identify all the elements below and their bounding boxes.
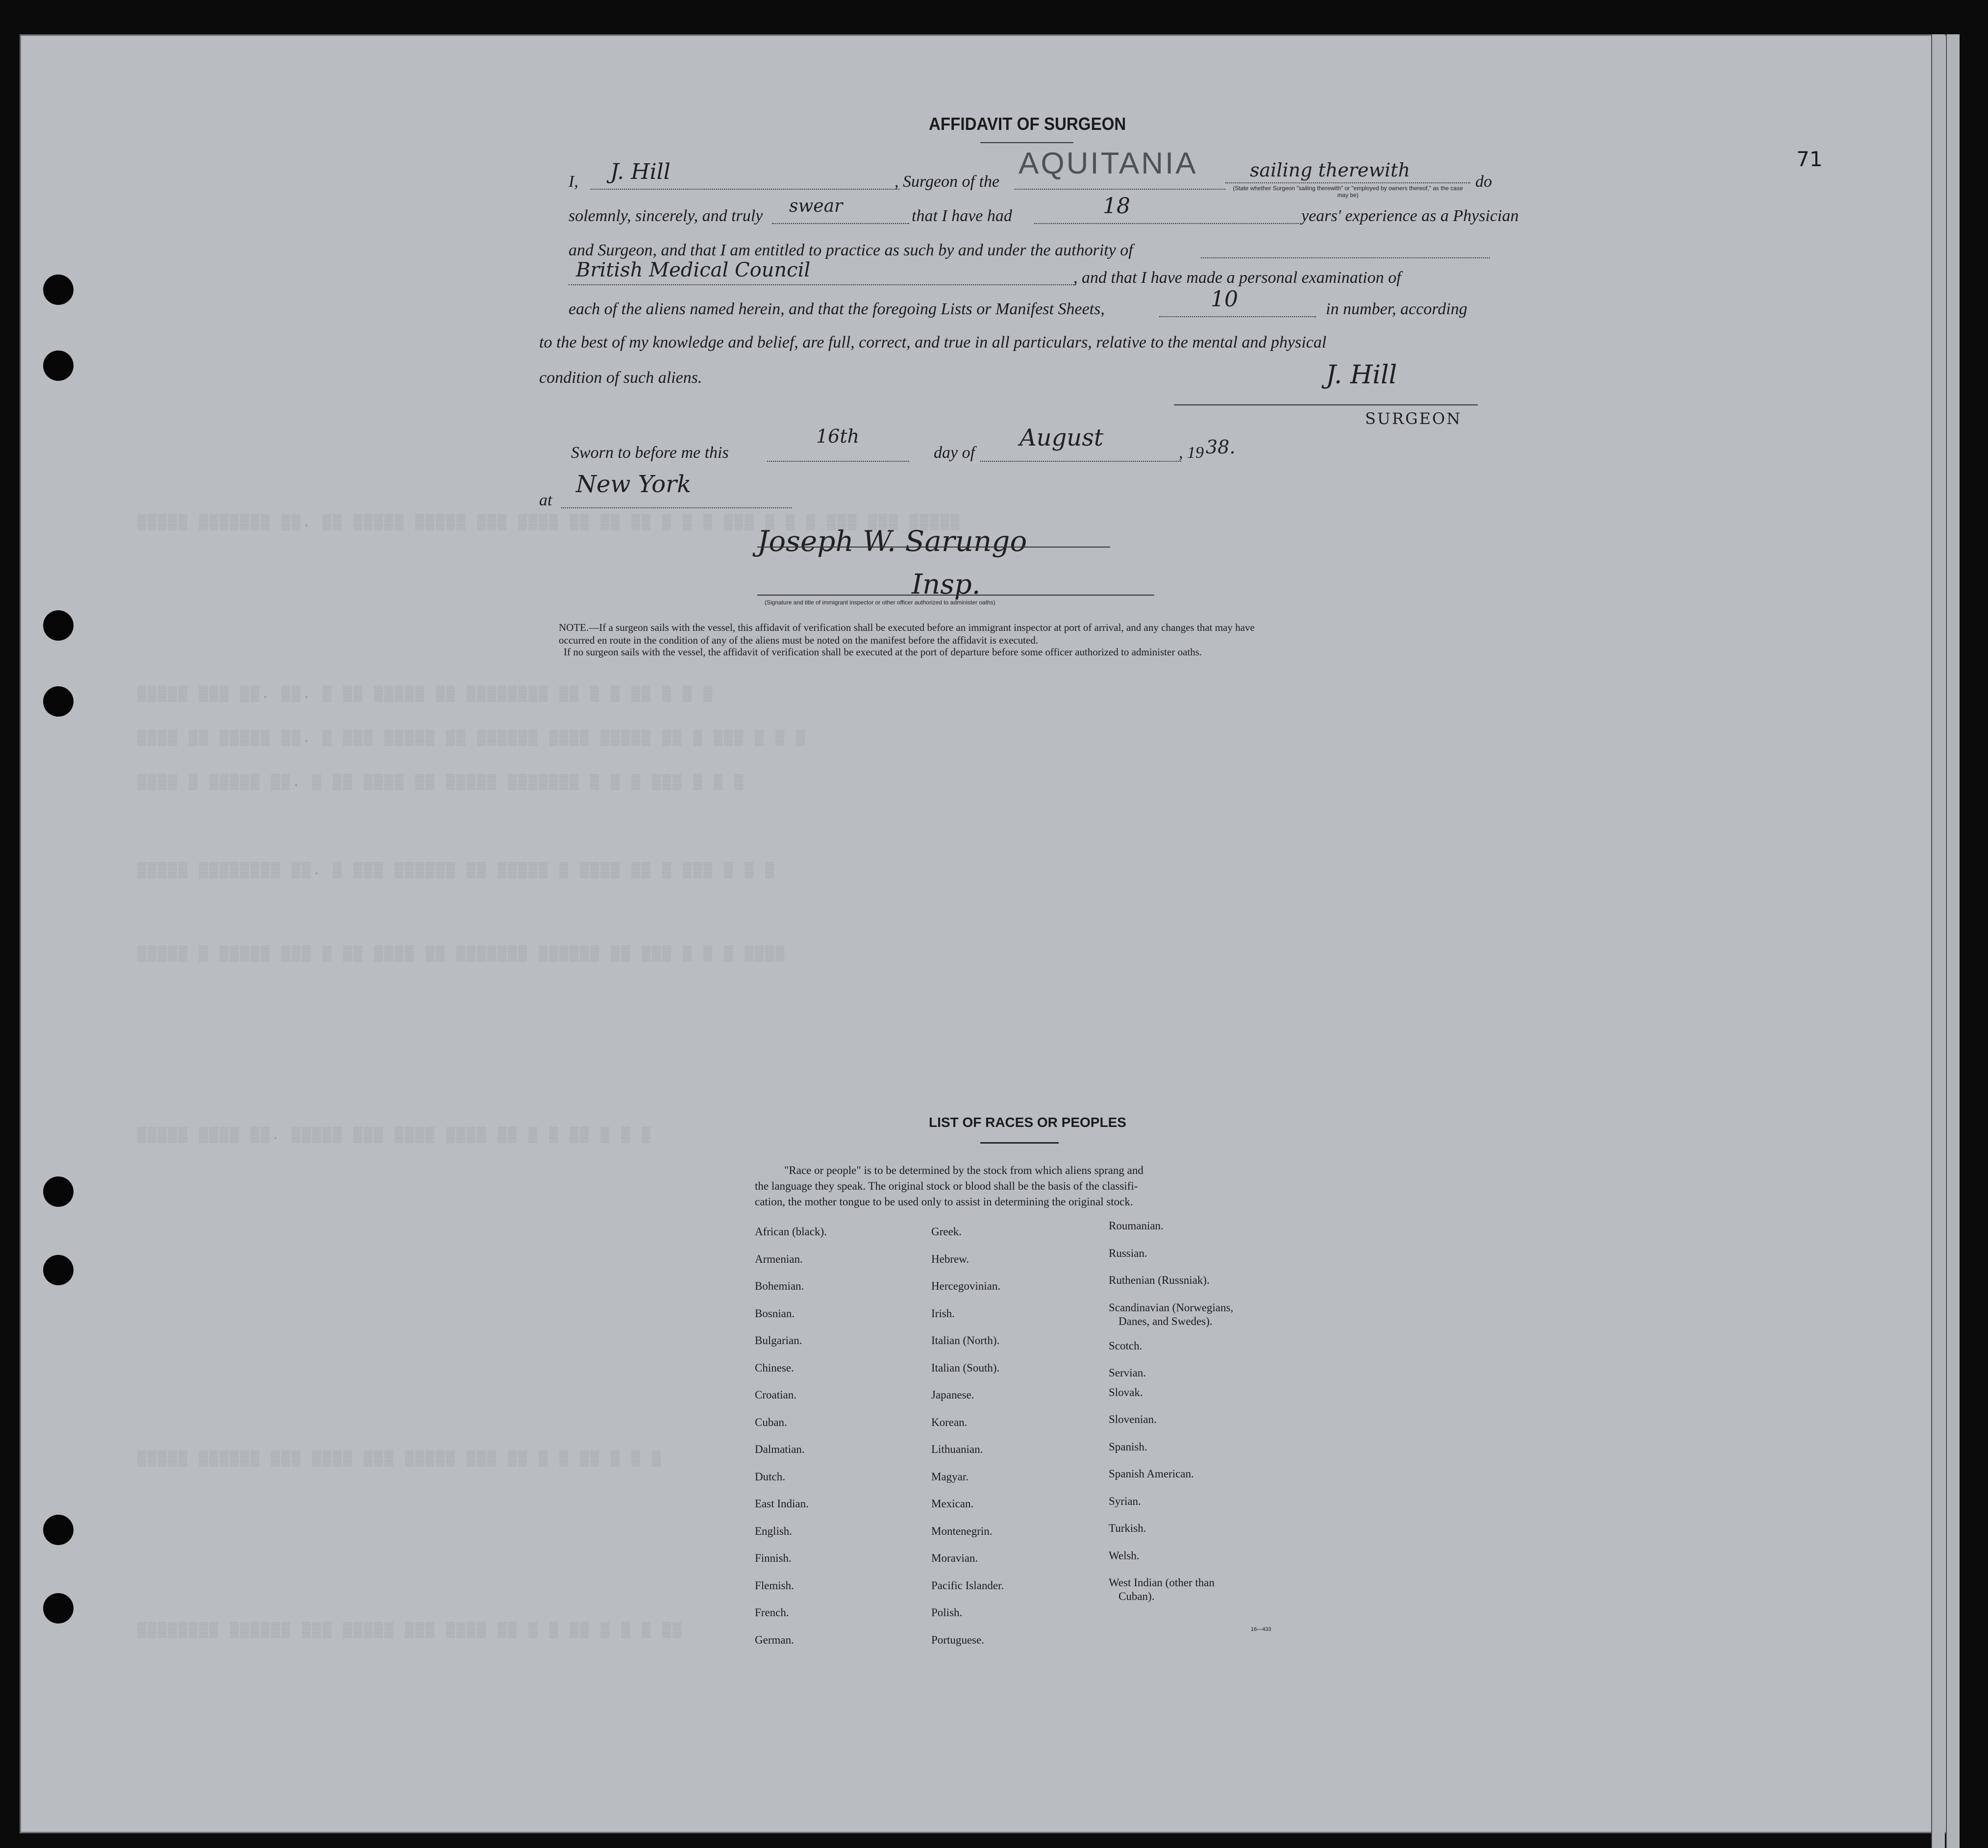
race-item: Polish. [931,1606,963,1619]
signature-rule [1174,404,1478,405]
affidavit-text: , 19 [1179,444,1204,462]
race-item: Roumanian. [1109,1220,1164,1232]
affidavit-text: , and that I have made a personal examination of [1073,269,1401,287]
fill-rule [1201,257,1490,258]
race-item: Spanish American. [1109,1468,1194,1480]
races-intro [755,1163,1343,1210]
stacked-page-edge [1946,34,1960,1848]
signature-rule [757,595,1154,596]
race-item: Dutch. [755,1470,785,1483]
stacked-page-edge [1931,34,1945,1848]
race-item: Magyar. [931,1470,969,1483]
signature-caption: (Signature and title of immigrant inspector or other officer authorized to administer oaths) [765,599,995,606]
sheets-count-handwritten: 10 [1211,287,1238,312]
race-item: Hebrew. [931,1252,969,1265]
fill-rule [1015,189,1225,190]
affidavit-text: years' experience as a Physician [1301,207,1519,225]
affidavit-text: day of [934,444,975,462]
races-intro-line: the language they speak. The original stock or blood shall be the basis of the classifi- [755,1180,1138,1192]
affidavit-text: and Surgeon, and that I am entitled to practice as such by and under the authority of [569,241,1133,259]
race-item: Turkish. [1109,1522,1146,1534]
affidavit-text: that I have had [912,207,1012,225]
race-item: Cuban. [755,1416,787,1428]
punch-hole [43,1255,74,1285]
races-column-1 [755,1225,827,1661]
race-item: Korean. [931,1416,968,1428]
fill-rule [569,284,1076,285]
punch-hole [43,686,74,717]
affidavit-text: to the best of my knowledge and belief, are full, correct, and true in all particulars, relative to the mental and physical [539,333,1327,351]
race-item: Moravian. [931,1552,978,1564]
race-item: Bulgarian. [755,1334,802,1347]
fill-rule [561,507,792,508]
place-handwritten: New York [576,471,692,498]
page-number: 71 [1796,147,1823,171]
day-handwritten: 16th [816,425,860,447]
affidavit-text: do [1475,173,1492,191]
affidavit-text: each of the aliens named herein, and that the foregoing Lists or Manifest Sheets, [569,300,1105,318]
race-item: Japanese. [931,1389,974,1401]
race-item: Russian. [1109,1247,1147,1259]
races-column-2 [931,1225,1004,1661]
fill-rule [1159,316,1316,317]
race-item: Armenian. [755,1252,803,1265]
race-item: West Indian (other than [1109,1576,1215,1589]
affidavit-note: If no surgeon sails with the vessel, the affidavit of verification shall be executed at the port of departure before some officer authorized to administer oaths. [564,646,1202,658]
race-item: Bohemian. [755,1280,804,1292]
title-rule [980,142,1073,143]
punch-hole [43,1593,74,1623]
race-item: Italian (North). [931,1334,1000,1347]
punch-hole [43,1176,74,1207]
race-item: Italian (South). [931,1361,1000,1374]
race-item: Mexican. [931,1498,974,1510]
race-item: Slovak. [1109,1386,1143,1398]
fill-rule [591,189,899,190]
race-item: German. [755,1633,794,1646]
form-number: 16—433 [1251,1626,1271,1632]
race-item: Irish. [931,1307,955,1320]
surgeon-signature-handwritten: J. Hill [1326,360,1397,390]
affidavit-text: I, [569,173,578,191]
race-item: English. [755,1524,793,1537]
races-intro-line: cation, the mother tongue to be used only to assist in determining the original stock. [755,1196,1133,1208]
fill-rule [980,461,1181,462]
sailing-status-handwritten: sailing therewith [1250,159,1410,181]
affidavit-text: in number, according [1326,300,1467,318]
year-handwritten: 38. [1206,436,1236,458]
punch-hole [43,350,74,381]
years-handwritten: 18 [1103,194,1130,219]
race-item: Servian. [1109,1367,1146,1379]
signature-rule [757,547,1110,548]
race-item: Scotch. [1109,1339,1143,1352]
punch-hole [43,1515,74,1545]
affidavit-text: Sworn to before me this [571,444,729,462]
affidavit-title: AFFIDAVIT OF SURGEON [929,114,1126,134]
race-item: Hercegovinian. [931,1280,1001,1292]
race-item: Scandinavian (Norwegians, [1109,1301,1234,1314]
race-item: Welsh. [1109,1549,1140,1562]
punch-hole [43,610,74,641]
race-item: Lithuanian. [931,1443,983,1455]
race-item: Chinese. [755,1361,794,1374]
fill-rule [1034,223,1299,224]
month-handwritten: August [1019,424,1104,451]
race-item: Finnish. [755,1552,792,1564]
fill-rule [772,223,909,224]
race-item: Ruthenian (Russniak). [1109,1274,1210,1286]
races-column-3 [1109,1220,1233,1618]
race-item: Dalmatian. [755,1443,805,1455]
race-item: Croatian. [755,1389,796,1401]
race-item: Portuguese. [931,1633,984,1646]
punch-hole [43,275,74,305]
race-item: Slovenian. [1109,1413,1157,1425]
race-item: Pacific Islander. [931,1579,1004,1592]
affidavit-text: at [539,491,552,509]
fill-rule [1225,182,1470,183]
race-item: Cuban). [1118,1590,1155,1602]
surgeon-label-handwritten: SURGEON [1365,409,1462,428]
affidavit-note: NOTE.—If a surgeon sails with the vessel, this affidavit of verification shall be executed before an immigrant inspector at port of arrival, and any changes that may have [559,622,1255,633]
authority-handwritten: British Medical Council [576,259,811,281]
race-item: African (black). [755,1225,827,1238]
inspector-title-handwritten: Insp. [912,569,981,600]
ship-name-stamp: AQUITANIA [1019,147,1198,180]
inspector-signature-handwritten: Joseph W. Sarungo [757,524,1027,558]
oath-handwritten: swear [789,196,843,216]
race-item: Spanish. [1109,1440,1147,1453]
race-item: Greek. [931,1225,962,1238]
affidavit-note: occurred en route in the condition of any of the aliens must be noted on the manifest before the affidavit is executed. [559,634,1039,646]
sailing-status-caption: (State whether Surgeon "sailing therewith" or "employed by owners thereof," as the case may be) [1233,185,1463,199]
race-item: Montenegrin. [931,1524,993,1537]
races-title-rule [980,1142,1059,1144]
race-item: French. [755,1606,789,1619]
affidavit-text: , Surgeon of the [895,173,1000,191]
race-item: Syrian. [1109,1495,1141,1507]
affidavit-text: condition of such aliens. [539,369,702,387]
fill-rule [767,461,909,462]
race-item: Bosnian. [755,1307,795,1320]
affidavit-text: solemnly, sincerely, and truly [569,207,763,225]
race-item: Flemish. [755,1579,794,1592]
race-item: East Indian. [755,1498,809,1510]
race-item: Danes, and Swedes). [1118,1315,1213,1327]
surgeon-name-handwritten: J. Hill [610,159,671,184]
races-intro-line: "Race or people" is to be determined by the stock from which aliens sprang and [784,1164,1143,1176]
races-title: LIST OF RACES OR PEOPLES [929,1115,1126,1130]
